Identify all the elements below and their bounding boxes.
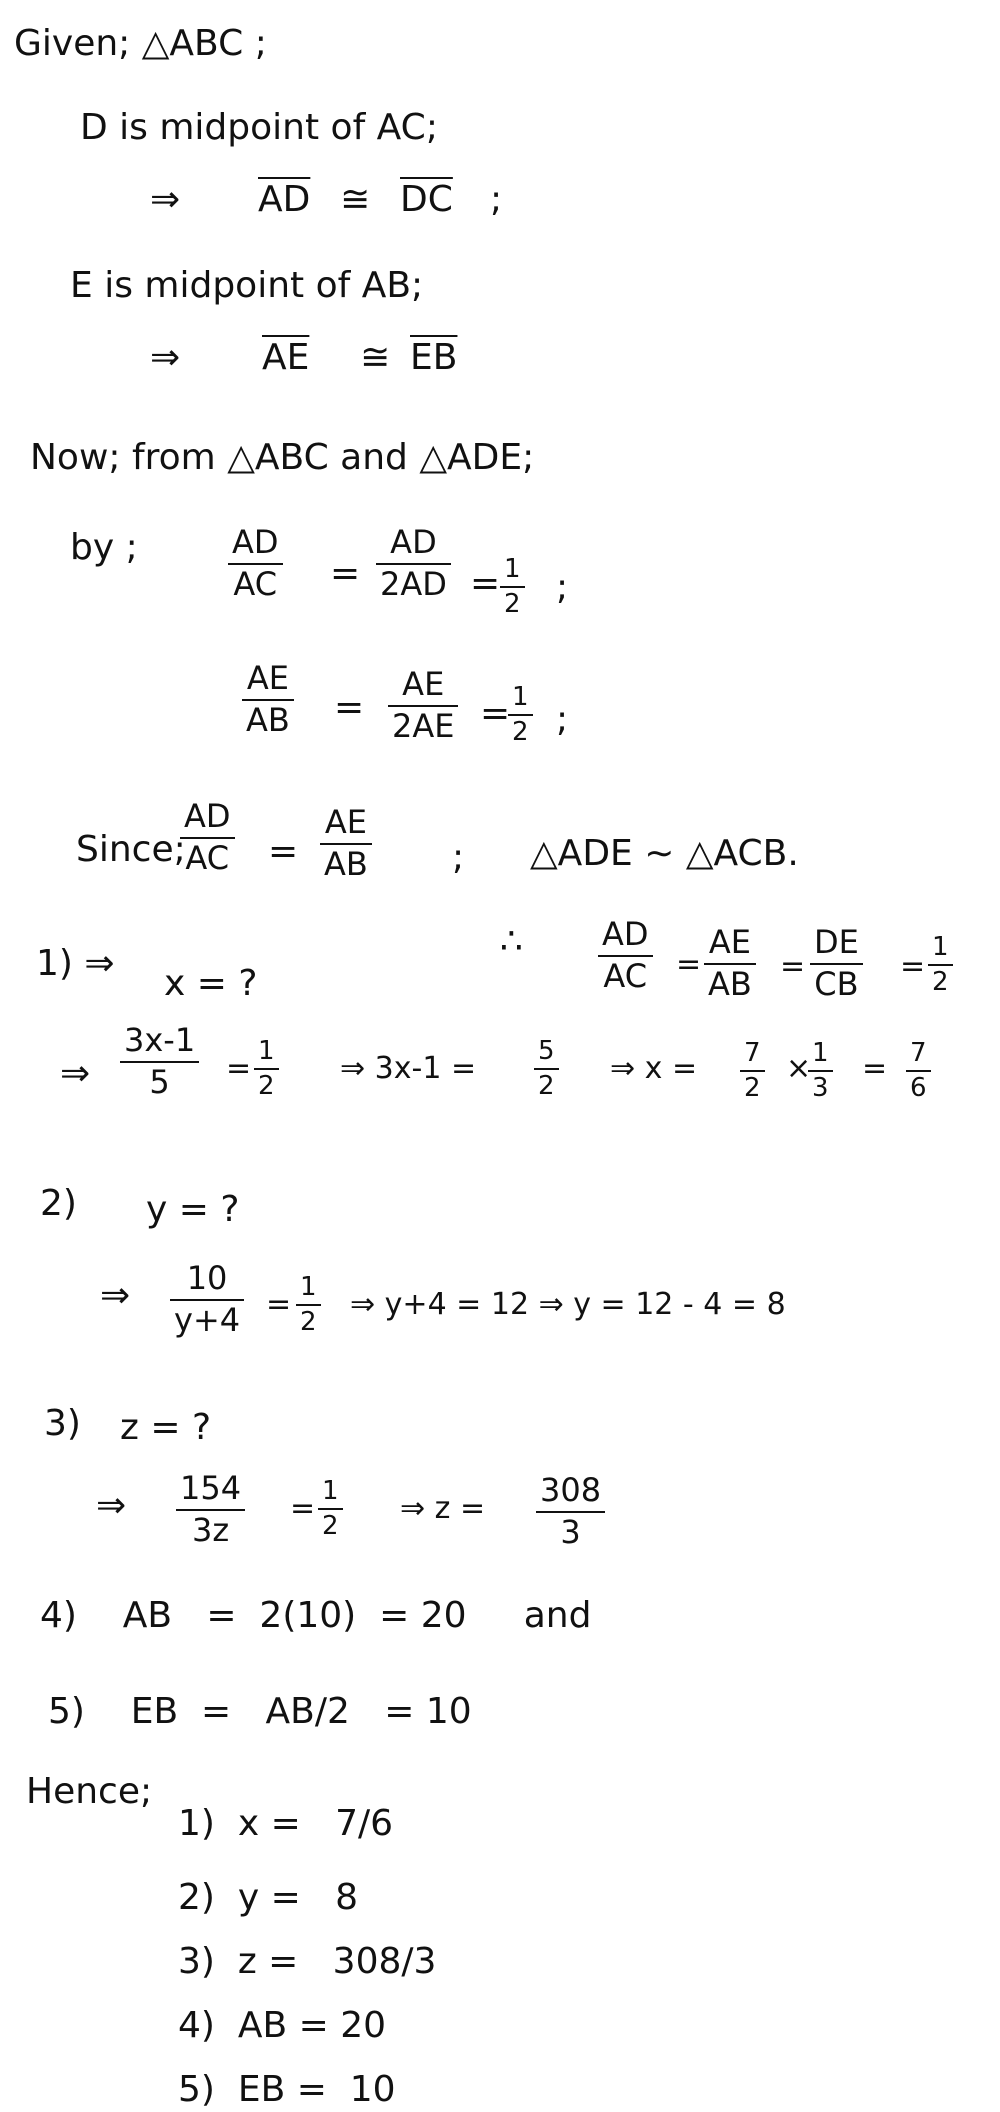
equals-sign: = (290, 1491, 316, 1526)
prop-de-cb (810, 923, 863, 1003)
semicolon: ; (490, 179, 503, 220)
implies-arrow: ⇒ (96, 1485, 127, 1526)
ratio-denominator: CB (814, 964, 859, 1003)
q3-step: ⇒ z = (400, 1491, 486, 1526)
q1-label: 1) ⇒ (36, 943, 115, 984)
ratio-numerator: 3x-1 (124, 1021, 196, 1059)
fraction-bar (740, 1070, 765, 1072)
congruent-symbol: ≅ (360, 337, 391, 378)
fraction-bar (500, 586, 525, 588)
equals-sign: = (780, 949, 806, 984)
ratio-denominator: 2 (258, 1071, 275, 1102)
ratio-numerator: 1 (258, 1036, 275, 1066)
ratio-denominator: AB (246, 700, 290, 739)
ratio-denominator: AC (185, 838, 230, 877)
q2-question: y = ? (146, 1189, 240, 1230)
fraction-bar (508, 714, 533, 716)
ratio-numerator: AD (232, 523, 279, 561)
ratio-denominator: 2 (322, 1511, 339, 1542)
one-third (808, 1040, 833, 1103)
answer-x: 1) x = 7/6 (178, 1803, 394, 1844)
equals-sign: = (334, 687, 365, 728)
q1-fraction (120, 1021, 199, 1101)
ratio-ad-ac (228, 523, 283, 603)
q3-question: z = ? (120, 1407, 212, 1448)
ratio-numerator: 1 (300, 1272, 317, 1302)
ratio-denominator: 2AE (392, 706, 455, 745)
equals-sign: = (266, 1287, 292, 1322)
now-statement: Now; from △ABC and △ADE; (30, 437, 535, 478)
ratio-numerator: 7 (910, 1038, 927, 1068)
answer-y: 2) y = 8 (178, 1877, 358, 1918)
implies-arrow: ⇒ (100, 1275, 131, 1316)
semicolon: ; (452, 837, 465, 878)
equals-sign: = (226, 1051, 252, 1086)
equals-sign: = (480, 693, 511, 734)
segment-eb: $\overline{EB}$ (410, 337, 458, 378)
ratio-numerator: 5 (538, 1036, 555, 1066)
semicolon: ; (556, 567, 569, 608)
q1-answer-fraction (906, 1040, 931, 1103)
ratio-denominator: 3 (560, 1512, 581, 1551)
q5-line: 5) EB = AB/2 = 10 (48, 1691, 472, 1732)
ratio-one-half (508, 684, 533, 747)
ratio-ae-2ae (388, 665, 458, 745)
q1-question: x = ? (164, 963, 258, 1004)
equals-sign: = (330, 553, 361, 594)
segment-ad: $\overline{AD}$ (258, 179, 311, 220)
q1-step2: ⇒ 3x-1 = (340, 1051, 477, 1086)
e-midpoint-statement: E is midpoint of AB; (70, 265, 424, 306)
ratio-numerator: AE (402, 665, 445, 703)
ratio-denominator: 2 (504, 589, 521, 620)
q2-solution: ⇒ y+4 = 12 ⇒ y = 12 - 4 = 8 (350, 1287, 786, 1322)
prop-ad-ac (598, 915, 653, 995)
ratio-numerator: 1 (812, 1038, 829, 1068)
ratio-denominator: 5 (149, 1062, 170, 1101)
ratio-denominator: 2 (744, 1073, 761, 1104)
fraction-bar (808, 1070, 833, 1072)
ratio-numerator: 1 (512, 682, 529, 712)
times-sign: × (786, 1051, 812, 1086)
one-half (296, 1274, 321, 1337)
ratio-numerator: AE (324, 803, 367, 841)
segment-dc: $\overline{DC}$ (400, 179, 453, 220)
ratio-numerator: AD (184, 797, 231, 835)
ratio-ae-ab (242, 659, 294, 739)
ratio-denominator: y+4 (174, 1300, 241, 1339)
equals-sign: = (268, 831, 299, 872)
fraction-bar (296, 1304, 321, 1306)
ratio-denominator: AB (324, 844, 368, 883)
therefore-symbol: ∴ (500, 921, 523, 962)
answer-ab: 4) AB = 20 (178, 2005, 387, 2046)
one-half (318, 1478, 343, 1541)
q3-answer-fraction (536, 1471, 605, 1551)
ratio-numerator: 308 (540, 1471, 602, 1509)
ratio-denominator: 2AD (380, 564, 447, 603)
q1-step3: ⇒ x = (610, 1051, 698, 1086)
since-ratio-ad-ac (180, 797, 235, 877)
by-label: by ; (70, 527, 138, 568)
ratio-denominator: 2 (512, 717, 529, 748)
q2-label: 2) (40, 1183, 77, 1224)
equals-sign: = (470, 563, 501, 604)
answer-z: 3) z = 308/3 (178, 1941, 437, 1982)
q2-fraction (170, 1259, 244, 1339)
seven-halves (740, 1040, 765, 1103)
prop-ae-ab (704, 923, 756, 1003)
ratio-denominator: 2 (932, 967, 949, 998)
one-half (254, 1038, 279, 1101)
q3-label: 3) (44, 1403, 81, 1444)
fraction-bar (318, 1508, 343, 1510)
fraction-bar (254, 1068, 279, 1070)
equals-sign: = (900, 949, 926, 984)
ratio-denominator: 2 (538, 1071, 555, 1102)
ratio-numerator: 10 (186, 1259, 228, 1297)
ratio-denominator: 3 (812, 1073, 829, 1104)
prop-one-half (928, 934, 953, 997)
ratio-numerator: AD (602, 915, 649, 953)
d-midpoint-statement: D is midpoint of AC; (80, 107, 438, 148)
equals-sign: = (862, 1051, 888, 1086)
answer-eb: 5) EB = 10 (178, 2069, 396, 2110)
semicolon: ; (556, 699, 569, 740)
fraction-bar (534, 1068, 559, 1070)
fraction-bar (928, 964, 953, 966)
ratio-numerator: 154 (180, 1469, 242, 1507)
ratio-ad-2ad (376, 523, 451, 603)
implies-arrow: ⇒ (150, 337, 181, 378)
q3-fraction (176, 1469, 245, 1549)
ratio-one-half (500, 556, 525, 619)
ratio-denominator: AB (708, 964, 752, 1003)
ratio-denominator: AC (233, 564, 278, 603)
q4-line: 4) AB = 2(10) = 20 and (40, 1595, 592, 1636)
ratio-numerator: 1 (504, 554, 521, 584)
implies-arrow: ⇒ (60, 1053, 91, 1094)
segment-ae: $\overline{AE}$ (262, 337, 310, 378)
hence-label: Hence; (26, 1771, 153, 1812)
ratio-numerator: 7 (744, 1038, 761, 1068)
fraction-bar (906, 1070, 931, 1072)
ratio-denominator: 2 (300, 1307, 317, 1338)
since-label: Since; (76, 829, 186, 870)
ratio-numerator: AE (246, 659, 289, 697)
ratio-denominator: 3z (191, 1510, 230, 1549)
ratio-numerator: 1 (932, 932, 949, 962)
ratio-numerator: DE (814, 923, 859, 961)
implies-arrow: ⇒ (150, 179, 181, 220)
similarity-statement: △ADE ∼ △ACB. (530, 833, 799, 874)
ratio-denominator: AC (603, 956, 648, 995)
ratio-numerator: AD (390, 523, 437, 561)
ratio-numerator: AE (708, 923, 751, 961)
ratio-numerator: 1 (322, 1476, 339, 1506)
since-ratio-ae-ab (320, 803, 372, 883)
congruent-symbol: ≅ (340, 179, 371, 220)
given-heading: Given; △ABC ; (14, 23, 267, 64)
equals-sign: = (676, 947, 702, 982)
five-halves (534, 1038, 559, 1101)
ratio-denominator: 6 (910, 1073, 927, 1104)
